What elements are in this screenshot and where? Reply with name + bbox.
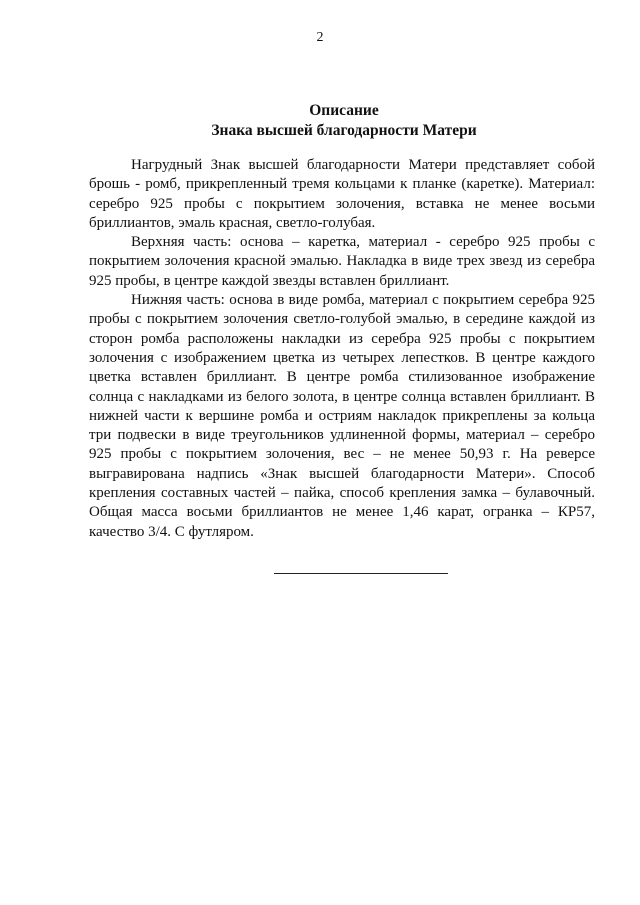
paragraph-general: Нагрудный Знак высшей благодарности Матери представляет собой брошь - ромб, прикрепленный тремя кольцами к планке (каретке). Материал: серебро 925 пробы с покрытием золочения, вставка не менее восьми бриллиантов, эмаль красная, светло-голубая. xyxy=(89,157,595,231)
document-title xyxy=(0,101,640,141)
closing-line-divider xyxy=(274,573,448,574)
title-line-description: Описание xyxy=(309,102,379,119)
paragraph-upper-part: Верхняя часть: основа – каретка, материал - серебро 925 пробы с покрытием золочения красной эмалью. Накладка в виде трех звезд из серебра 925 пробы, в центре каждой звезды вставлен бриллиант. xyxy=(89,234,595,289)
document-body xyxy=(89,156,595,542)
paragraph-lower-part: Нижняя часть: основа в виде ромба, материал с покрытием серебра 925 пробы с покрытием золочения светло-голубой эмалью, в середине каждой из сторон ромба расположены накладки из серебра 925 пробы с покрытием золочения с изображением цветка из четырех лепестков. В центре каждого цветка вставлен бриллиант. В центре ромба стилизованное изображение солнца с накладками из белого золота, в центре солнца вставлен бриллиант. В нижней части к вершине ромба и остриям накладок прикреплены за кольца три подвески в виде треугольников удлиненной формы, материал – серебро 925 пробы с покрытием золочения, вес – не менее 50,93 г. На реверсе выгравирована надпись «Знак высшей благодарности Матери». Способ крепления составных частей – пайка, способ крепления замка – булавочный. Общая масса восьми бриллиантов не менее 1,46 карат, огранка – КР57, качество 3/4. С футляром. xyxy=(89,292,595,540)
page-number: 2 xyxy=(316,30,324,45)
title-line-subject: Знака высшей благодарности Матери xyxy=(211,122,477,139)
